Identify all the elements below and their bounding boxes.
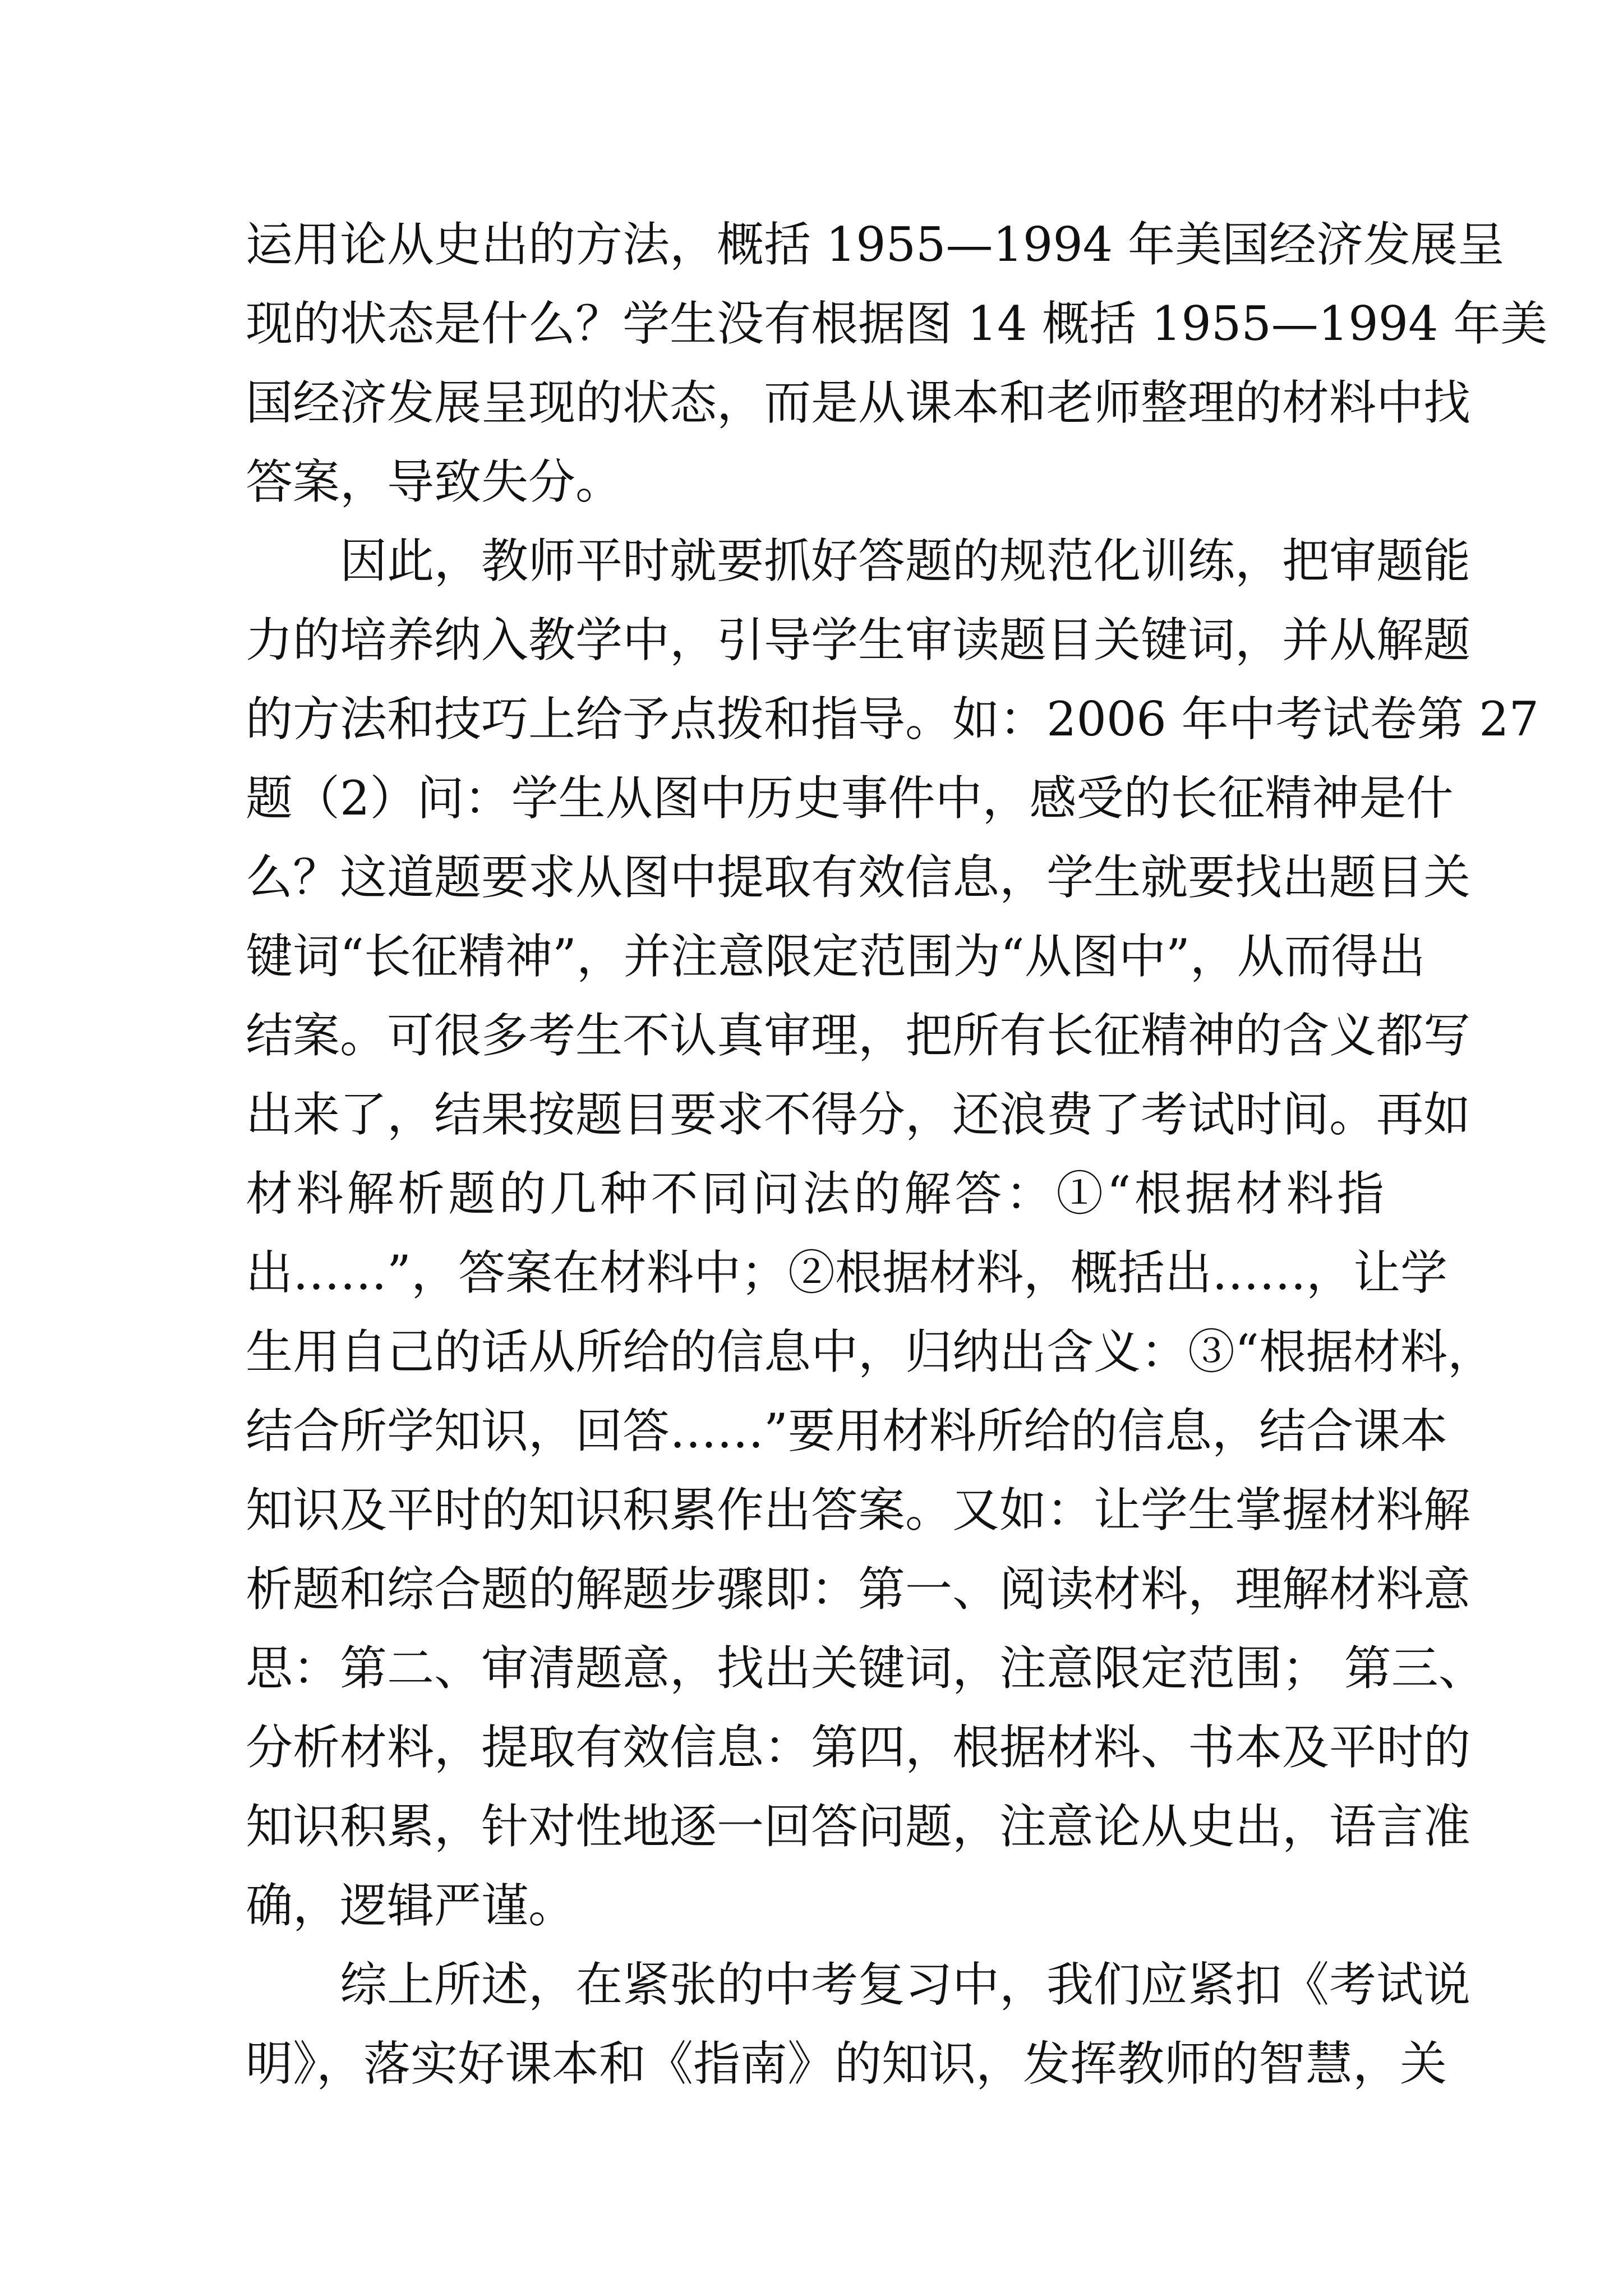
text-line: 因此，教师平时就要抓好答题的规范化训练，把审题能: [340, 533, 1471, 588]
text-line: 题（2）问：学生从图中历史事件中，感受的长征精神是什: [246, 771, 1454, 826]
paragraph-1: [246, 205, 1548, 522]
text-line: 键词“长征精神”，并注意限定范围为“从图中”，从而得出: [246, 929, 1426, 984]
text-line: 综上所述，在紧张的中考复习中，我们应紧扣《考试说: [340, 1957, 1471, 2012]
text-line: 确，逻辑严谨。: [246, 1878, 576, 1933]
text-line: 材料解析题的几种不同问法的解答：①“根据材料指: [246, 1166, 1384, 1221]
paragraph-2: [246, 522, 1539, 1945]
text-line: 答案，导致失分。: [246, 454, 623, 509]
text-line: 明》，落实好课本和《指南》的知识，发挥教师的智慧，关: [246, 2036, 1447, 2091]
text-line: 生用自己的话从所给的信息中，归纳出含义：③“根据材料，: [246, 1324, 1495, 1379]
text-line: 结合所学知识，回答……”要用材料所给的信息，结合课本: [246, 1404, 1447, 1458]
body-text: [246, 205, 1548, 2104]
text-line: 结案。可很多考生不认真审理，把所有长征精神的含义都写: [246, 1008, 1471, 1063]
text-line: 现的状态是什么？学生没有根据图 14 概括 1955—1994 年美: [246, 296, 1548, 351]
text-line: 的方法和技巧上给予点拨和指导。如：2006 年中考试卷第 27: [246, 692, 1539, 747]
text-line: 分析材料，提取有效信息：第四，根据材料、书本及平时的: [246, 1720, 1471, 1775]
text-line: 知识积累，针对性地逐一回答问题，注意论从史出，语言准: [246, 1799, 1471, 1854]
text-line: 析题和综合题的解题步骤即：第一、阅读材料，理解材料意: [246, 1562, 1471, 1617]
text-line: 出来了，结果按题目要求不得分，还浪费了考试时间。再如: [246, 1087, 1471, 1142]
text-line: 知识及平时的知识积累作出答案。又如：让学生掌握材料解: [246, 1483, 1471, 1538]
text-line: 么？这道题要求从图中提取有效信息，学生就要找出题目关: [246, 850, 1471, 905]
text-line: 出……”，答案在材料中；②根据材料，概括出……，让学: [246, 1245, 1447, 1300]
text-line: 国经济发展呈现的状态，而是从课本和老师整理的材料中找: [246, 375, 1471, 430]
text-line: 运用论从史出的方法，概括 1955—1994 年美国经济发展呈: [246, 217, 1505, 272]
text-line: 思：第二、审清题意，找出关键词，注意限定范围； 第三、: [246, 1641, 1486, 1696]
paragraph-3: [246, 1945, 1471, 2104]
text-line: 力的培养纳入教学中，引导学生审读题目关键词，并从解题: [246, 613, 1471, 668]
